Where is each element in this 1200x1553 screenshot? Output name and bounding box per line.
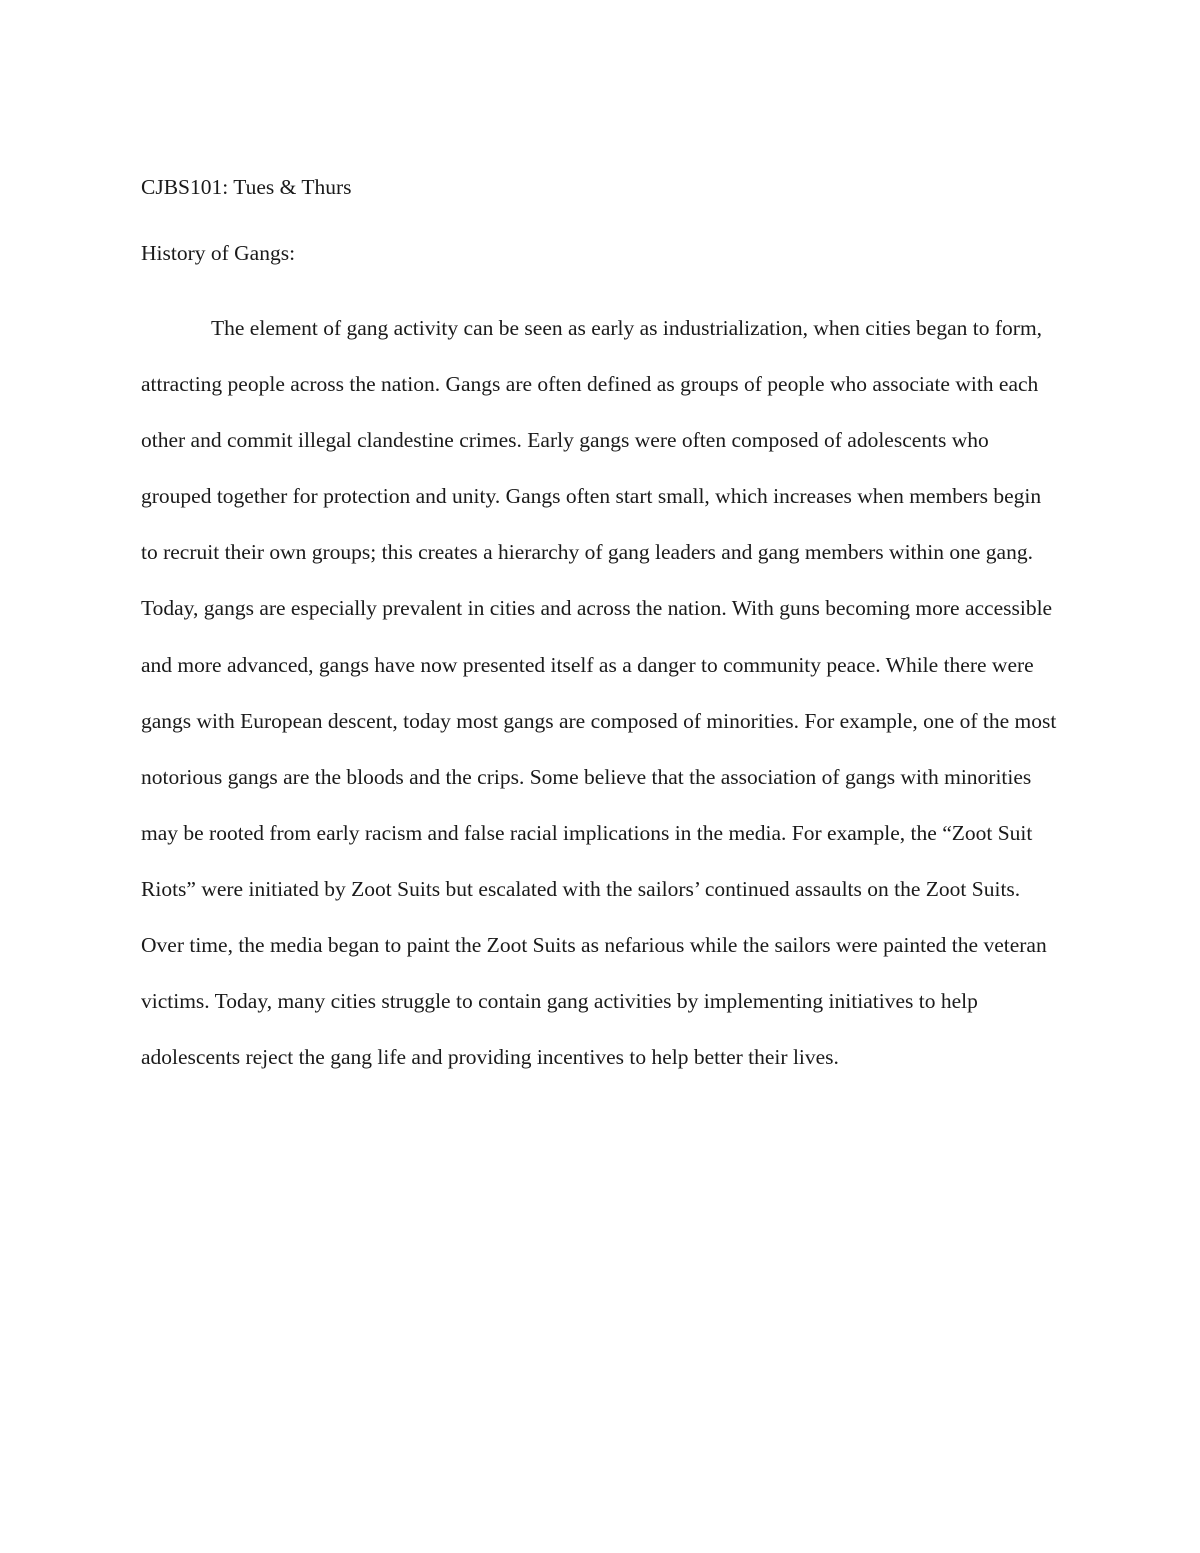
course-line: CJBS101: Tues & Thurs [141, 175, 352, 199]
document-body [141, 170, 1061, 1085]
document-title: History of Gangs: [141, 241, 296, 265]
body-paragraph: The element of gang activity can be seen as early as industrialization, when cities began to form, attracting people across the nation. Gangs are often defined as groups of people who associate with each other and commit illegal clandestine crimes. Early gangs were often composed of adolescents who grouped together for protection and unity. Gangs often start small, which increases when members begin to recruit their own groups; this creates a hierarchy of gang leaders and gang members within one gang. Today, gangs are especially prevalent in cities and across the nation. With guns becoming more accessible and more advanced, gangs have now presented itself as a danger to community peace. While there were gangs with European descent, today most gangs are composed of minorities. For example, one of the most notorious gangs are the bloods and the crips. Some believe that the association of gangs with minorities may be rooted from early racism and false racial implications in the media. For example, the “Zoot Suit Riots” were initiated by Zoot Suits but escalated with the sailors’ continued assaults on the Zoot Suits. Over time, the media began to paint the Zoot Suits as nefarious while the sailors were painted the veteran victims. Today, many cities struggle to contain gang activities by implementing initiatives to help adolescents reject the gang life and providing incentives to help better their lives. [141, 316, 1057, 1070]
